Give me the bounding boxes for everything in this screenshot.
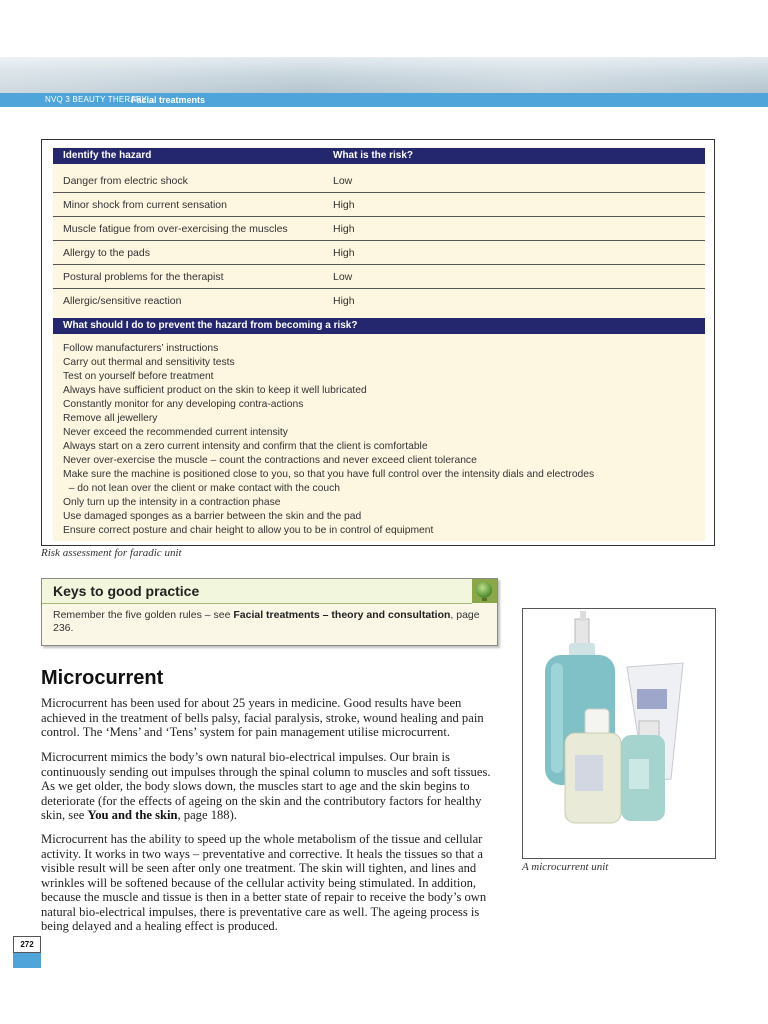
list-item: Follow manufacturers’ instructions xyxy=(63,343,219,354)
paragraph-2-text: Microcurrent mimics the body’s own natural bio-electrical impulses. Our brain is continuously sending out impulses through the spinal column to muscles and soft tissues. As we get older, the body slows down, the muscles start to age and the skin begins to deteriorate (for the effects of ageing on the skin and the contributory factors for healthy skin, see xyxy=(41,750,491,822)
paragraph-3: Microcurrent has the ability to speed up the whole metabolism of the tissue and cellular activity. It works in two ways – preventative and corrective. It heals the tissues so that a visible result will be seen after only one treatment. The skin will tighten, and lines and wrinkles will be softened because of the cellular activity being stimulated. In addition, because the muscle and tissue is then in a better state of repair to receive the body’s own natural bio-electrical impulses, there is preventative care as well. The ageing process is being delayed and a healing effect is produced. xyxy=(41,832,487,933)
risk-cell: High xyxy=(333,223,355,235)
table-row xyxy=(53,169,705,193)
table-row xyxy=(53,217,705,241)
hazard-cell: Allergic/sensitive reaction xyxy=(63,295,182,307)
series-label: NVQ 3 BEAUTY THERAPY: xyxy=(45,95,149,104)
risk-cell: High xyxy=(333,199,355,211)
keys-text xyxy=(53,609,483,635)
chapter-title: Facial treatments xyxy=(131,95,206,105)
risk-table-header xyxy=(53,148,705,164)
list-item: Never over-exercise the muscle – count the contractions and never exceed client tolerance xyxy=(63,455,477,466)
risk-table-caption: Risk assessment for faradic unit xyxy=(41,547,182,559)
list-item: Ensure correct posture and chair height to allow you to be in control of equipment xyxy=(63,525,434,536)
globe-shape xyxy=(476,582,492,598)
keys-title: Keys to good practice xyxy=(53,583,200,599)
list-item: Constantly monitor for any developing contra-actions xyxy=(63,399,304,410)
hazard-column-header: Identify the hazard xyxy=(63,150,152,161)
table-row xyxy=(53,265,705,289)
table-row xyxy=(53,241,705,265)
section-heading: Microcurrent xyxy=(41,667,164,689)
risk-assessment-table xyxy=(53,147,705,541)
risk-column-header: What is the risk? xyxy=(333,150,414,161)
list-item: Make sure the machine is positioned close to you, so that you have full control over the intensity dials and electrodes xyxy=(63,469,595,480)
risk-assessment-box xyxy=(41,139,715,546)
list-item: Carry out thermal and sensitivity tests xyxy=(63,357,235,368)
prevention-header xyxy=(53,318,705,334)
list-item: – do not lean over the client or make contact with the couch xyxy=(63,483,341,494)
keys-text-after: , page 236. xyxy=(53,609,480,634)
table-row xyxy=(53,289,705,312)
risk-cell: High xyxy=(333,247,355,259)
page-number: 272 xyxy=(13,936,41,953)
paragraph-2-end: , page 188). xyxy=(177,808,237,822)
risk-cell: High xyxy=(333,295,355,307)
list-item: Use damaged sponges as a barrier between the skin and the pad xyxy=(63,511,362,522)
hazard-cell: Allergy to the pads xyxy=(63,247,150,259)
hazard-cell: Minor shock from current sensation xyxy=(63,199,227,211)
prevention-list xyxy=(63,342,703,538)
photo-caption: A microcurrent unit xyxy=(522,861,609,873)
list-item: Remove all jewellery xyxy=(63,413,158,424)
running-header xyxy=(0,93,768,107)
list-item: Always start on a zero current intensity and confirm that the client is comfortable xyxy=(63,441,428,452)
globe-icon xyxy=(472,579,497,603)
globe-stand xyxy=(482,598,487,601)
list-item: Never exceed the recommended current intensity xyxy=(63,427,288,438)
hazard-cell: Muscle fatigue from over-exercising the muscles xyxy=(63,223,288,235)
hazard-cell: Postural problems for the therapist xyxy=(63,271,224,283)
paragraph-2 xyxy=(41,750,501,823)
table-row xyxy=(53,193,705,217)
hazard-cell: Danger from electric shock xyxy=(63,175,188,187)
list-item: Always have sufficient product on the skin to keep it well lubricated xyxy=(63,385,367,396)
prevention-header-text: What should I do to prevent the hazard from becoming a risk? xyxy=(63,320,358,331)
top-banner xyxy=(0,57,768,93)
product-bottles-illustration xyxy=(523,609,715,858)
keys-to-good-practice-box xyxy=(41,578,498,646)
risk-cell: Low xyxy=(333,175,353,187)
keys-title-bar xyxy=(42,579,472,604)
keys-text-before: Remember the five golden rules – see xyxy=(53,609,234,621)
paragraph-2-reference: You and the skin xyxy=(87,808,178,822)
risk-cell: Low xyxy=(333,271,353,283)
microcurrent-unit-photo xyxy=(522,608,716,859)
list-item: Only turn up the intensity in a contraction phase xyxy=(63,497,281,508)
keys-reference: Facial treatments – theory and consultation xyxy=(233,609,451,621)
list-item: Test on yourself before treatment xyxy=(63,371,214,382)
paragraph-1: Microcurrent has been used for about 25 years in medicine. Good results have been achieved in the treatment of bells palsy, facial paralysis, stroke, wound healing and pain control. The ‘Mens’ and ‘Tens’ system for pain management utilise microcurrent. xyxy=(41,696,484,739)
